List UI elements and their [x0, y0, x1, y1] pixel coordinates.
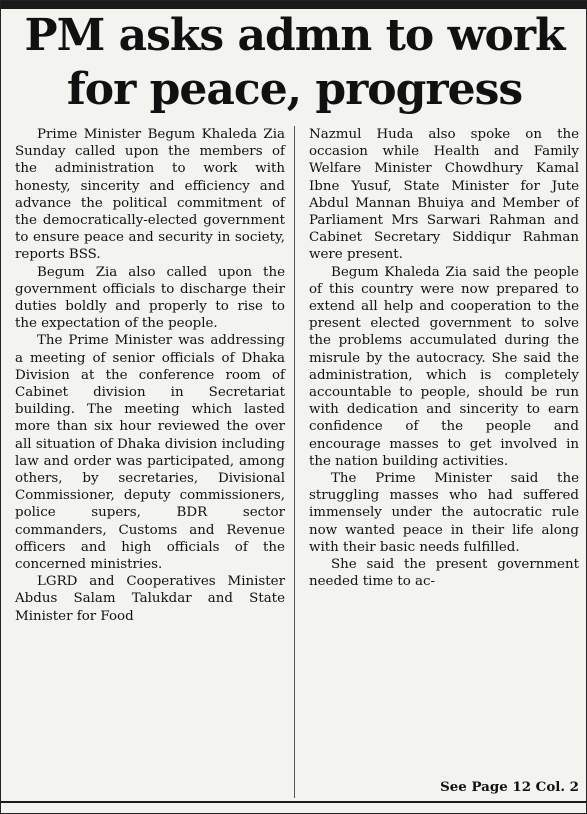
article-column-1: [15, 126, 285, 625]
paragraph: Begum Khaleda Zia said the people of this country were now prepared to extend all help and cooperation to the present elected government to solve the problems accumulated during the misrule by the autocracy. She said the administration, which is completely accountable to people, should be run with dedication and sincerity to earn confidence of the people and encourage masses to get involved in the nation building activities.: [309, 264, 579, 469]
headline: [1, 9, 587, 117]
headline-line-2: for peace, progress: [66, 64, 523, 115]
top-rule: [1, 1, 587, 9]
paragraph: The Prime Minister was addressing a meeting of senior officials of Dhaka Division at the conference room of Cabinet division in Secretariat building. The meeting which lasted more than six hour reviewed the over all situation of Dhaka division including law and order was participated, among others, by secretaries, Divisional Commissioner, deputy commissioners, police supers, BDR sector commanders, Customs and Revenue officers and high officials of the concerned ministries.: [15, 333, 285, 573]
bottom-rule: [1, 801, 587, 803]
paragraph-continued: Nazmul Huda also spoke on the occasion while Health and Family Welfare Minister Chowdhury Kamal Ibne Yusuf, State Minister for Jute Abdul Mannan Bhuiya and Member of Parliament Mrs Sarwari Rahman and Cabinet Secretary Siddiqur Rahman were present.: [309, 127, 579, 263]
paragraph: Begum Zia also called upon the government officials to discharge their duties boldly and properly to rise to the expectation of the people.: [15, 264, 285, 332]
column-divider: [294, 126, 295, 798]
paragraph: The Prime Minister said the struggling masses who had suffered immensely under the autocratic rule now wanted peace in their life along with their basic needs fulfilled.: [309, 471, 579, 555]
paragraph: She said the present government needed time to ac-: [309, 557, 579, 590]
jump-line: See Page 12 Col. 2: [440, 779, 579, 795]
paragraph: LGRD and Cooperatives Minister Abdus Salam Talukdar and State Minister for Food: [15, 574, 285, 624]
article-column-2: [309, 126, 579, 590]
paragraph: Prime Minister Begum Khaleda Zia Sunday called upon the members of the administration to work with honesty, sincerity and efficiency and advance the political commitment of the democratically-elected government to ensure peace and security in society, reports BSS.: [15, 127, 285, 263]
headline-line-1: PM asks admn to work: [24, 10, 565, 61]
